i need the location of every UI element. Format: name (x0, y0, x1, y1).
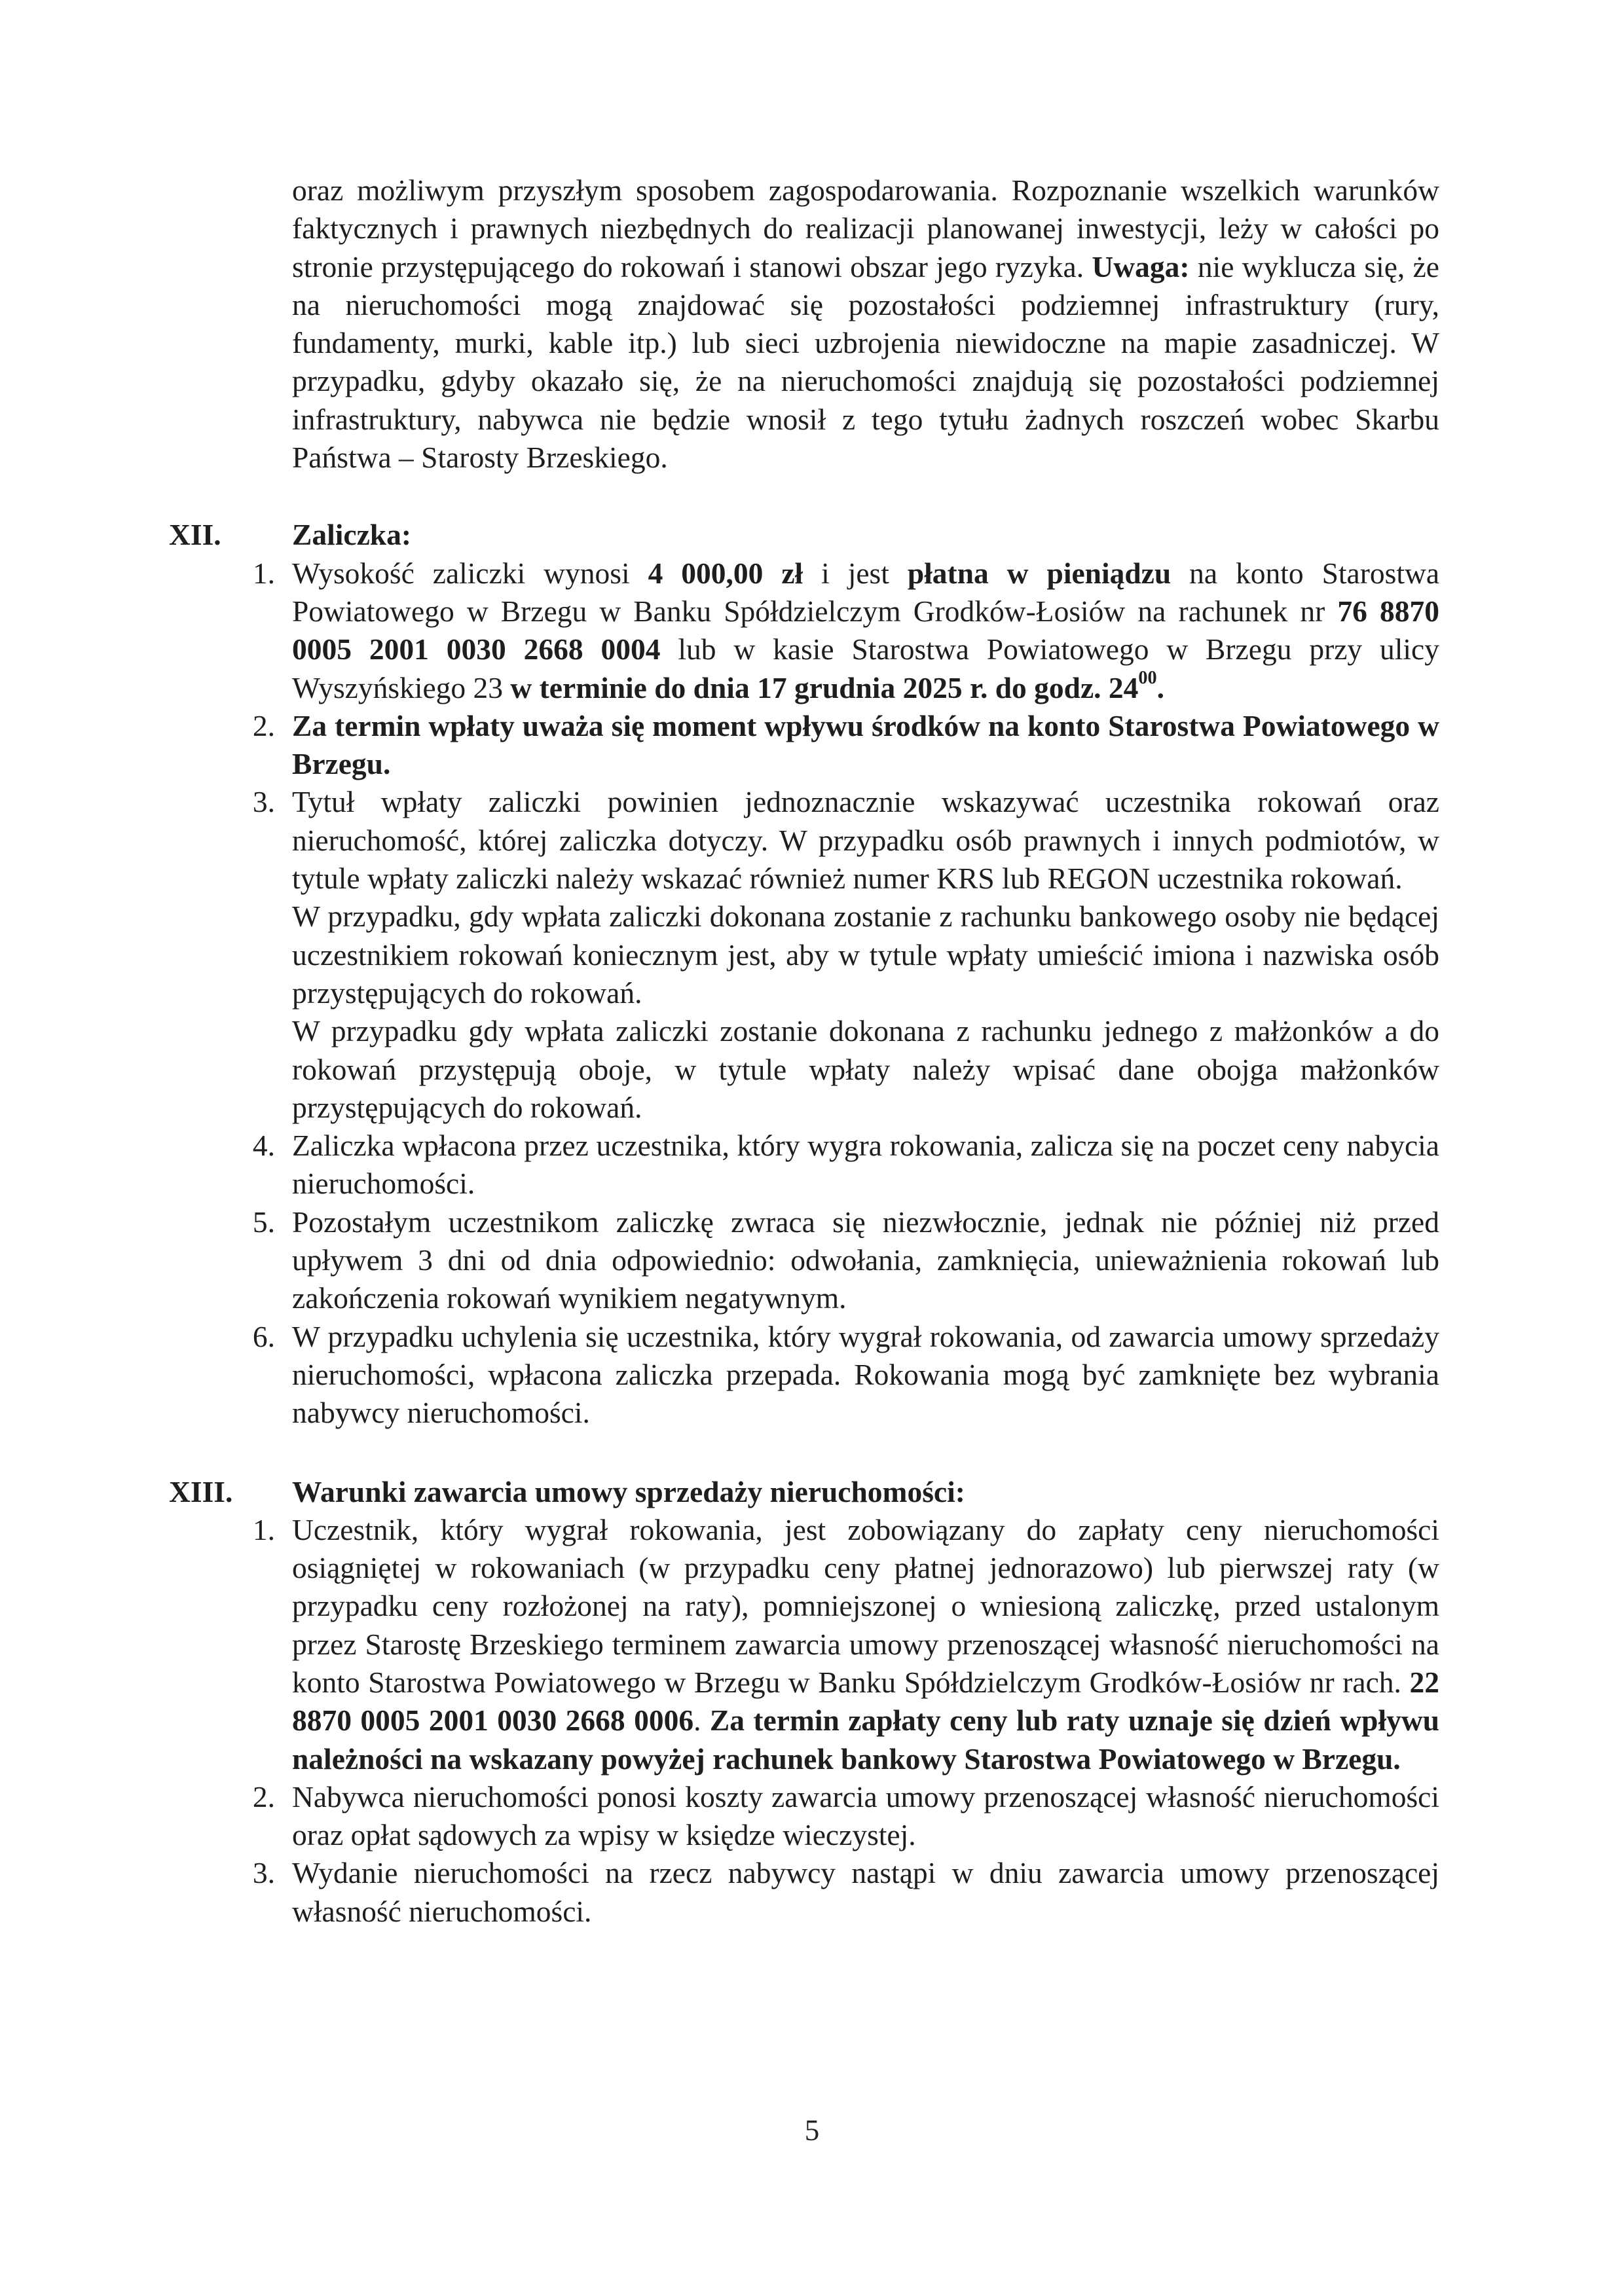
payment-deadline (510, 667, 1164, 704)
item-number: 4. (252, 1129, 275, 1163)
item-paragraph: W przypadku, gdy wpłata zaliczki dokonana zostanie z rachunku bankowego osoby nie będącej uczestnikiem rokowań koniecznym jest, aby w tytule wpłaty umieścić imiona i nazwiska osób przystępujących do rokowań. (292, 900, 1439, 1010)
text-fragment: Uczestnik, który wygrał rokowania, jest zobowiązany do zapłaty ceny nieruchomości osiągniętej w rokowaniach (w przypadku ceny płatnej jednorazowo) lub pierwszej raty (w przypadku ceny rozłożonej na raty), pomniejszonej o wniesioną zaliczkę, przed ustalonym przez Starostę Brzeskiego terminem zawarcia umowy przenoszącej własność nieruchomości na konto Starostwa Powiatowego w Brzegu w Banku Spółdzielczym Grodków-Łosiów nr rach. (292, 1512, 1439, 1699)
deposit-account-number: 76 8870 0005 2001 0030 2668 0004 (292, 594, 1440, 666)
payment-form: płatna w pieniądzu (907, 556, 1172, 590)
list-item (164, 1778, 1439, 1855)
item-number: 3. (252, 785, 275, 819)
section-xiii-heading (164, 1473, 1439, 1511)
text-fragment: na konto Starostwa Powiatowego w Brzegu w Banku Spółdzielczym Grodków-Łosiów na rachunek nr (292, 556, 1440, 628)
item-text: Zaliczka wpłacona przez uczestnika, który wygra rokowania, zalicza się na poczet ceny nabycia nieruchomości. (292, 1129, 1439, 1201)
item-paragraph: W przypadku gdy wpłata zaliczki zostanie dokonana z rachunku jednego z małżonków a do rokowań przystępują oboje, w tytule wpłaty należy wpisać dane obojga małżonków przystępujących do rokowań. (292, 1014, 1439, 1124)
section-xii-title: Zaliczka: (292, 518, 411, 552)
intro-text-2: nie wyklucza się, że na nieruchomości mogą znajdować się pozostałości podziemnej infrastruktury (rury, fundamenty, murki, kable itp.) lub sieci uzbrojenia niewidoczne na mapie zasadniczej. W przypadku, gdyby okazało się, że na nieruchomości znajdują się pozostałości podziemnej infrastruktury, nabywca nie będzie wnosił z tego tytułu żadnych roszczeń wobec Skarbu Państwa – Starosty Brzeskiego. (292, 249, 1439, 475)
item-paragraph: Tytuł wpłaty zaliczki powinien jednoznacznie wskazywać uczestnika rokowań oraz nieruchomość, której zaliczka dotyczy. W przypadku osób prawnych i innych podmiotów, w tytule wpłaty zaliczki należy wskazać również numer KRS lub REGON uczestnika rokowań. (292, 785, 1439, 896)
item-text (292, 783, 1439, 1127)
list-item (164, 1127, 1439, 1203)
section-xiii-title: Warunki zawarcia umowy sprzedaży nieruchomości: (292, 1474, 965, 1508)
list-item (164, 1318, 1439, 1432)
deposit-amount: 4 000,00 zł (648, 556, 803, 590)
warning-label: Uwaga: (1092, 249, 1190, 283)
deadline-text: w terminie do dnia 17 grudnia 2025 r. do godz. 24 (510, 670, 1139, 704)
sale-account-number: 22 8870 0005 2001 0030 2668 0006 (292, 1665, 1439, 1738)
item-text (292, 1511, 1439, 1778)
item-text: Nabywca nieruchomości ponosi koszty zawarcia umowy przenoszącej własność nieruchomości oraz opłat sądowych za wpisy w księdze wieczystej. (292, 1779, 1439, 1852)
list-item (164, 707, 1439, 784)
text-fragment: i jest (803, 556, 908, 590)
item-number: 2. (252, 1779, 275, 1813)
item-number: 1. (252, 556, 275, 590)
list-item (164, 1854, 1439, 1931)
text-fragment: lub w kasie Starostwa Powiatowego w Brzegu przy ulicy Wyszyńskiego 23 (292, 632, 1440, 704)
list-item (164, 555, 1439, 707)
item-text: W przypadku uchylenia się uczestnika, który wygrał rokowania, od zawarcia umowy sprzedaży nieruchomości, wpłacona zaliczka przepada. Rokowania mogą być zamknięte bez wybrania nabywcy nieruchomości. (292, 1319, 1439, 1430)
deadline-minutes: 00 (1138, 667, 1157, 688)
section-xii-number: XII. (169, 518, 221, 552)
section-xiii-number: XIII. (169, 1474, 233, 1508)
text-fragment: Wysokość zaliczki wynosi (292, 556, 648, 590)
section-xiii-list (164, 1511, 1439, 1931)
item-text (292, 707, 1439, 784)
page-number: 5 (804, 2114, 820, 2147)
list-item (164, 1203, 1439, 1318)
section-xii-heading (164, 516, 1439, 554)
text-fragment: . (693, 1704, 701, 1738)
section-xii-list (164, 555, 1439, 1432)
item-number: 5. (252, 1205, 275, 1239)
item-text: Wydanie nieruchomości na rzecz nabywcy nastąpi w dniu zawarcia umowy przenoszącej własność nieruchomości. (292, 1856, 1439, 1928)
deadline-end: . (1156, 670, 1164, 704)
item-number: 1. (252, 1512, 275, 1546)
list-item (164, 783, 1439, 1127)
section-xii (164, 516, 1439, 1432)
list-item (164, 1511, 1439, 1778)
item-number: 6. (252, 1319, 275, 1353)
item-text: Pozostałym uczestnikom zaliczkę zwraca się niezwłocznie, jednak nie później niż przed upływem 3 dni od dnia odpowiednio: odwołania, zamknięcia, unieważnienia rokowań lub zakończenia rokowań wynikiem negatywnym. (292, 1205, 1439, 1315)
item-number: 3. (252, 1856, 275, 1890)
intro-text-1: oraz możliwym przyszłym sposobem zagospodarowania. Rozpoznanie wszelkich warunków faktycznych i prawnych niezbędnych do realizacji planowanej inwestycji, leży w całości po stronie przystępującego do rokowań i stanowi obszar jego ryzyka. (292, 173, 1439, 283)
payment-date-rule: Za termin wpłaty uważa się moment wpływu środków na konto Starostwa Powiatowego w Brzegu. (292, 708, 1439, 781)
intro-paragraph (292, 172, 1439, 477)
item-number: 2. (252, 708, 275, 742)
item-text (292, 555, 1439, 707)
section-xiii (164, 1473, 1439, 1931)
page-content (164, 172, 1439, 1931)
payment-date-note: Za termin zapłaty ceny lub raty uznaje się dzień wpływu należności na wskazany powyżej rachunek bankowy Starostwa Powiatowego w Brzegu. (292, 1704, 1439, 1776)
